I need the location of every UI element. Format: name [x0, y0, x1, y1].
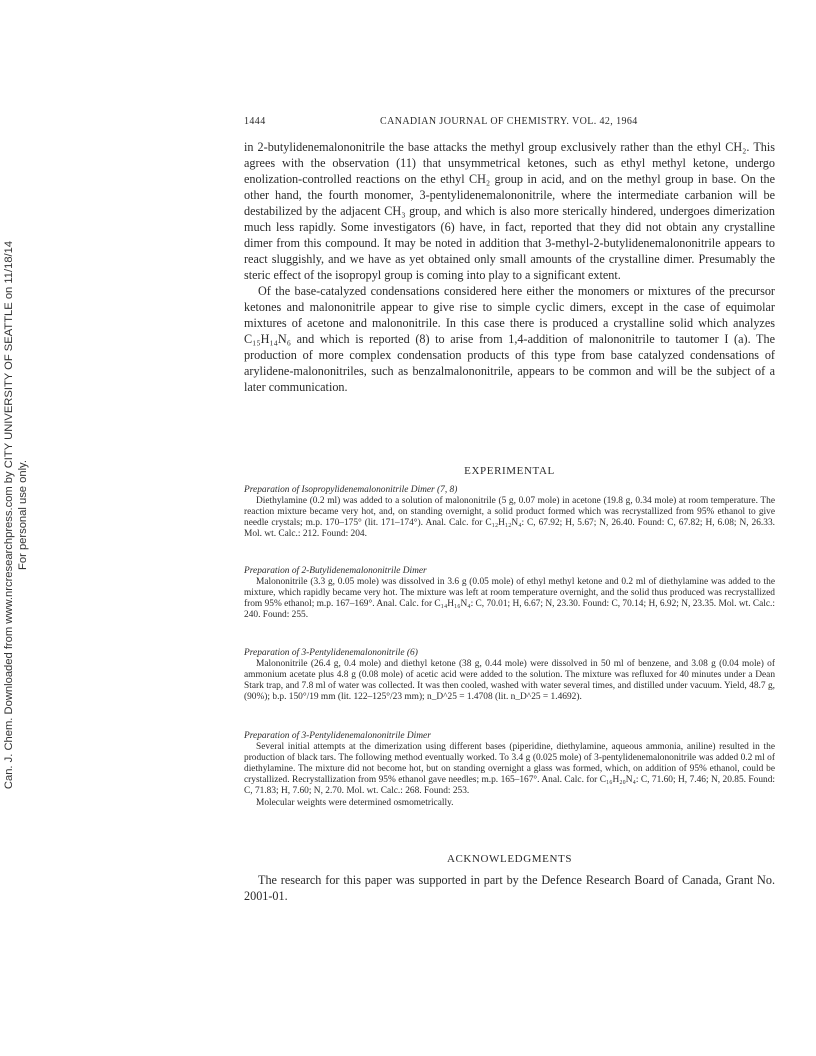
- body-paragraph: in 2-butylidenemalononitrile the base attacks the methyl group exclusively rather than the ethyl CH₂. This agrees with the observation (11) that unsymmetrical ketones, such as ethyl methyl ketone, undergo enolization-controlled reactions on the ethyl CH₂ group in acid, and on the methyl group in base. On the other hand, the fourth monomer, 3-pentylidenemalononitrile, where the intermediate carbanion will be destabilized by the adjacent CH₃ group, and which is also more sterically hindered, undergoes dimerization much less rapidly. Some investigators (6) have, in fact, reported that they did not obtain any crystalline dimer from this compound. It may be noted in addition that 3-methyl-2-butylidenemalononitrile appears to react sluggishly, and we have as yet obtained only small amounts of the crystalline dimer. Presumably the steric effect of the isopropyl group is coming into play to a significant extent.: [244, 140, 775, 282]
- acknowledgments-text: The research for this paper was supported in part by the Defence Research Board of Canada, Grant No. 2001-01.: [244, 873, 775, 903]
- experimental-paragraph: Several initial attempts at the dimerization using different bases (piperidine, diethylamine, aqueous ammonia, aniline) resulted in the production of black tars. The following method eventually worked. To 3.4 g (0.025 mole) of 3-pentylidenemalononitrile was added 0.2 ml of diethylamine. The mixture did not become hot, but on standing overnight a glass was formed, which, on addition of 95% ethanol, could be crystallized. Recrystallization from 95% ethanol gave needles; m.p. 165–167°. Anal. Calc. for C₁₆H₂₀N₄: C, 71.60; H, 7.46; N, 20.85. Found: C, 71.83; H, 7.60; N, 2.70. Mol. wt. Calc.: 268. Found: 253.: [244, 742, 775, 797]
- main-text: [244, 139, 775, 395]
- page-number: 1444: [244, 116, 266, 127]
- subsection-title: Preparation of 2-Butylidenemalononitrile Dimer: [244, 566, 427, 576]
- experimental-heading: EXPERIMENTAL: [464, 465, 555, 477]
- download-notice-line-2: For personal use only.: [17, 460, 29, 570]
- journal-title: CANADIAN JOURNAL OF CHEMISTRY. VOL. 42, 1964: [380, 116, 638, 127]
- experimental-paragraph: Malononitrile (3.3 g, 0.05 mole) was dissolved in 3.6 g (0.05 mole) of ethyl methyl ketone and 0.2 ml of diethylamine was added to the mixture, which rapidly became very hot. The mixture was left at room temperature overnight, and the solid thus produced was recrystallized from 95% ethanol; m.p. 167–169°. Anal. Calc. for C₁₄H₁₆N₄: C, 70.01; H, 6.67; N, 23.30. Found: C, 70.14; H, 6.92; N, 23.35. Mol. wt. Calc.: 240. Found: 255.: [244, 577, 776, 621]
- experimental-paragraph: Molecular weights were determined osmometrically.: [256, 797, 454, 808]
- subsection-title: Preparation of 3-Pentylidenemalononitrile Dimer: [244, 731, 431, 741]
- experimental-paragraph: Malononitrile (26.4 g, 0.4 mole) and diethyl ketone (38 g, 0.44 mole) were dissolved in 50 ml of benzene, and 3.08 g (0.04 mole) of ammonium acetate plus 4.8 g (0.08 mole) of acetic acid were added to the solution. The mixture was refluxed for 40 minutes under a Dean Stark trap, and 7.8 ml of water was collected. It was then cooled, washed with water several times, and distilled under vacuum. Yield, 48.7 g, (90%); b.p. 150°/19 mm (lit. 122–125°/23 mm); n_D^25 = 1.4708 (lit. n_D^25 = 1.4692).: [244, 659, 775, 703]
- experimental-paragraph: Diethylamine (0.2 ml) was added to a solution of malononitrile (5 g, 0.07 mole) in acetone (19.8 g, 0.34 mole) at room temperature. The reaction mixture became very hot, and, on standing overnight, a solid product formed which was recrystallized from 95% ethanol to give needle crystals; m.p. 170–175° (lit. 171–174°). Anal. Calc. for C₁₂H₁₂N₄: C, 67.92; H, 5.67; N, 26.40. Found: C, 67.82; H, 6.08; N, 26.33. Mol. wt. Calc.: 212. Found: 204.: [244, 496, 775, 540]
- experimental-section: [244, 731, 775, 809]
- subsection-title: Preparation of 3-Pentylidenemalononitrile (6): [244, 648, 418, 658]
- acknowledgments-heading: ACKNOWLEDGMENTS: [446, 853, 573, 865]
- experimental-section: [244, 566, 775, 621]
- download-notice: [2, 210, 32, 820]
- download-notice-line-1: Can. J. Chem. Downloaded from www.nrcresearchpress.com by CITY UNIVERSITY OF SEATTLE on 11/18/14: [3, 240, 15, 790]
- experimental-section: [244, 485, 775, 540]
- acknowledgments-text-block: [244, 872, 775, 904]
- subsection-title: Preparation of Isopropylidenemalononitrile Dimer (7, 8): [244, 485, 458, 495]
- running-head: [244, 116, 775, 132]
- body-paragraph: Of the base-catalyzed condensations considered here either the monomers or mixtures of the precursor ketones and malononitrile appear to give rise to simple cyclic dimers, except in the case of equimolar mixtures of acetone and malononitrile. In this case there is produced a crystalline solid which analyzes C₁₅H₁₄N₆ and which is reported (8) to arise from 1,4-addition of malononitrile to tautomer I (a). The production of more complex condensation products of this type from base catalyzed condensations of arylidene-malononitriles, such as benzalmalononitrile, appears to be common and will be the subject of a later communication.: [244, 284, 775, 394]
- experimental-section: [244, 648, 775, 703]
